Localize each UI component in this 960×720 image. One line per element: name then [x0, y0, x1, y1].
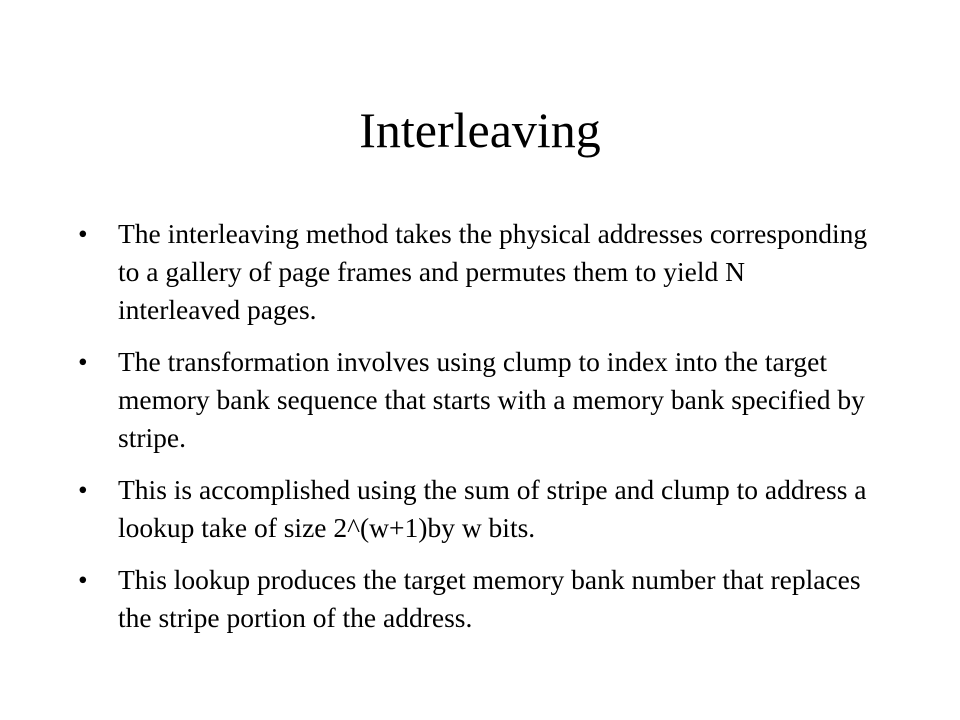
bullet-item-3 [78, 471, 868, 547]
bullet-item-4 [78, 561, 868, 637]
bullet-icon: • [78, 346, 88, 377]
bullet-item-1 [78, 215, 868, 329]
bullet-text: This lookup produces the target memory bank number that replaces the stripe portion of the address. [118, 564, 861, 633]
bullet-item-2 [78, 343, 868, 457]
bullet-text: The interleaving method takes the physical addresses corresponding to a gallery of page frames and permutes them to yield N interleaved pages. [118, 218, 868, 325]
bullet-text: This is accomplished using the sum of stripe and clump to address a lookup take of size 2^(w+1)by w bits. [118, 474, 867, 543]
bullet-icon: • [78, 474, 88, 505]
bullet-list [78, 215, 868, 651]
bullet-icon: • [78, 218, 88, 249]
bullet-icon: • [78, 564, 88, 595]
slide-title: Interleaving [359, 102, 601, 158]
bullet-text: The transformation involves using clump to index into the target memory bank sequence that starts with a memory bank specified by stripe. [118, 346, 865, 453]
